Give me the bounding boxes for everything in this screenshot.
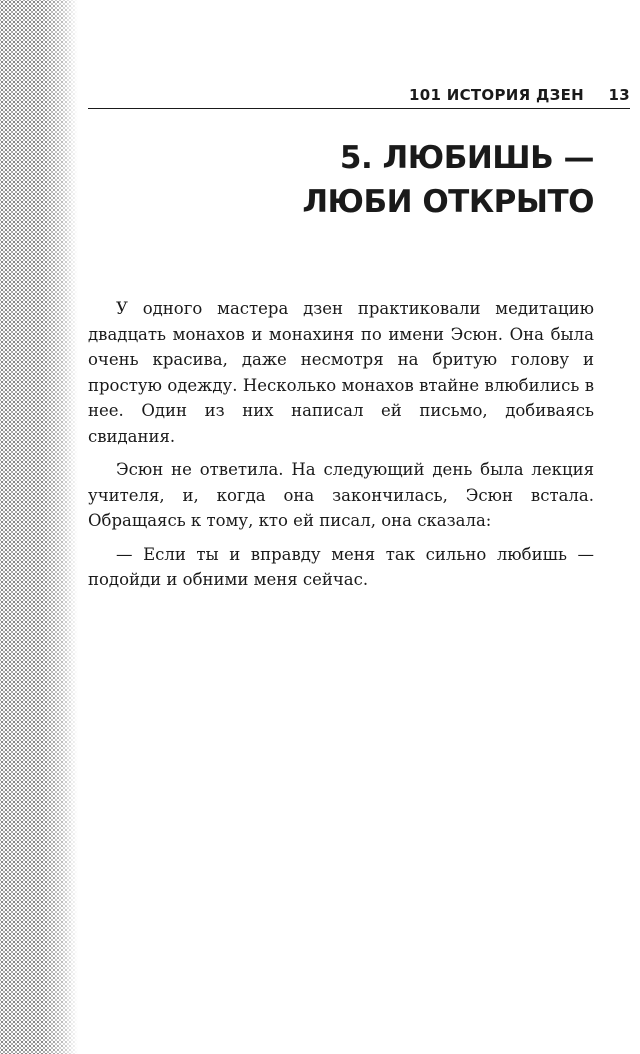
- paragraph-1: У одного мастера дзен практиковали медитацию двадцать монахов и монахиня по имени Эсюн. Она была очень красива, даже несмотря на бритую голову и простую одежду. Несколько монахов втайне влюбились в нее. Один из них написал ей письмо, добиваясь свидания.: [88, 299, 594, 446]
- chapter-title-line-1: 5. ЛЮБИШЬ —: [339, 140, 594, 176]
- halftone-margin-strip: [0, 0, 78, 1054]
- paragraph-2: Эсюн не ответила. На следующий день была лекция учителя, и, когда она закончилась, Эсюн встала. Обращаясь к тому, кто ей писал, она сказала:: [88, 460, 594, 530]
- chapter-title: [302, 136, 594, 224]
- chapter-title-line-2: ЛЮБИ ОТКРЫТО: [302, 184, 594, 220]
- running-title: 101 ИСТОРИЯ ДЗЕН: [408, 86, 584, 104]
- paragraph-3: — Если ты и вправду меня так сильно любишь — подойди и обними меня сейчас.: [88, 544, 594, 589]
- story-body: [88, 296, 594, 601]
- running-header: [88, 84, 630, 109]
- page-number: 13: [608, 86, 630, 104]
